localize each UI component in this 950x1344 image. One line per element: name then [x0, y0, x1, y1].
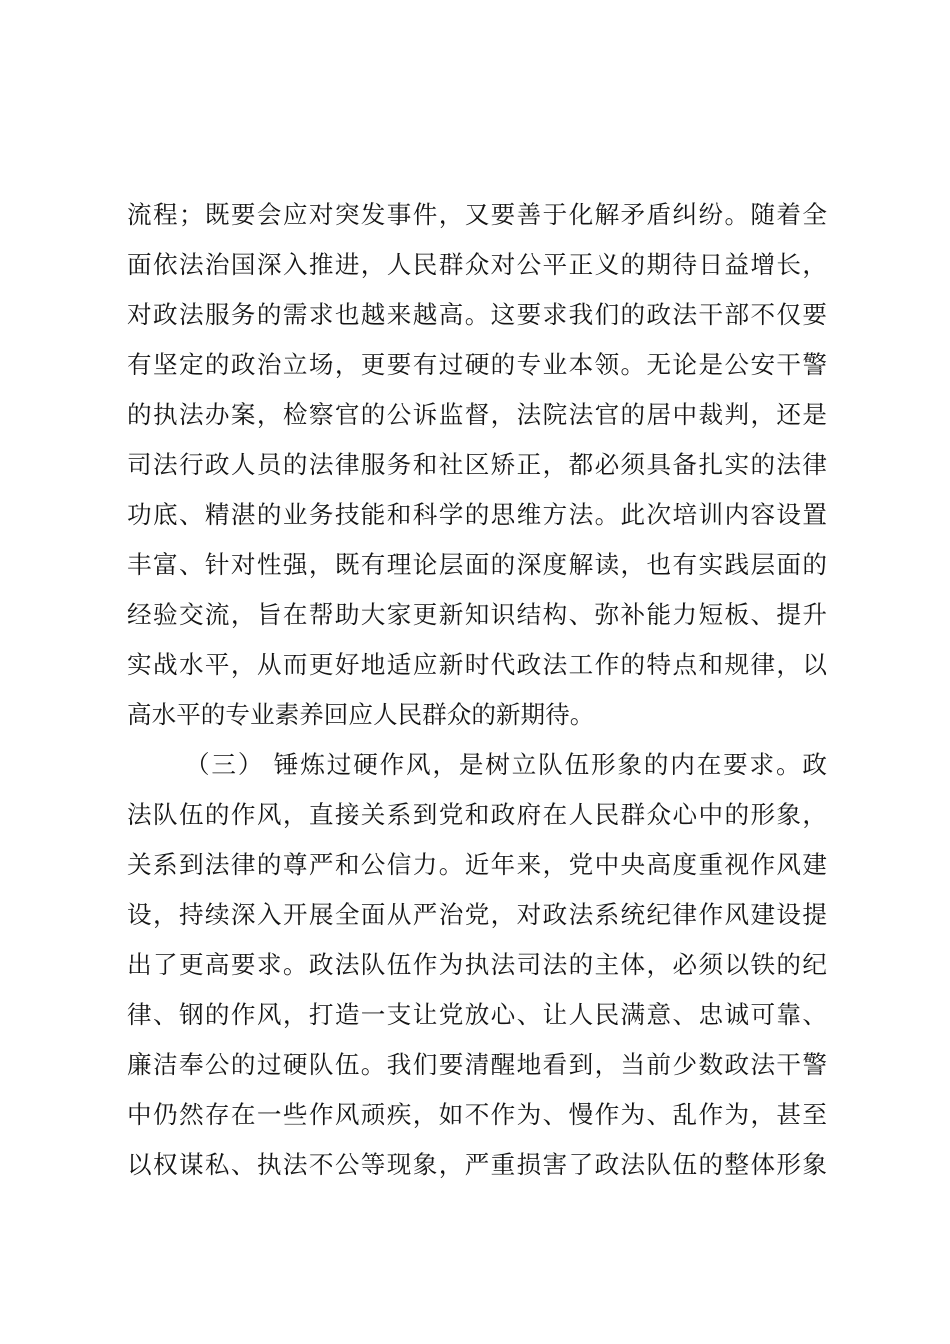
- text-line: 流程；既要会应对突发事件，又要善于化解矛盾纠纷。随着全: [127, 200, 827, 229]
- section-heading-line: （三） 锤炼过硬作风，是树立队伍形象的内在要求。政: [185, 750, 827, 779]
- paragraph-2: [127, 740, 827, 1190]
- text-line: 丰富、针对性强，既有理论层面的深度解读，也有实践层面的: [127, 550, 827, 579]
- text-line: 有坚定的政治立场，更要有过硬的专业本领。无论是公安干警: [127, 350, 827, 379]
- text-line: 对政法服务的需求也越来越高。这要求我们的政法干部不仅要: [127, 300, 827, 329]
- text-line: 设，持续深入开展全面从严治党，对政法系统纪律作风建设提: [127, 900, 827, 929]
- text-line: 律、钢的作风，打造一支让党放心、让人民满意、忠诚可靠、: [127, 1000, 827, 1029]
- document-body: [127, 190, 827, 1190]
- text-line: 司法行政人员的法律服务和社区矫正，都必须具备扎实的法律: [127, 450, 827, 479]
- text-line: 廉洁奉公的过硬队伍。我们要清醒地看到，当前少数政法干警: [127, 1050, 827, 1079]
- text-line: 的执法办案，检察官的公诉监督，法院法官的居中裁判，还是: [127, 400, 827, 429]
- text-line: 实战水平，从而更好地适应新时代政法工作的特点和规律，以: [127, 650, 827, 679]
- text-line: 经验交流，旨在帮助大家更新知识结构、弥补能力短板、提升: [127, 600, 827, 629]
- text-line: 功底、精湛的业务技能和科学的思维方法。此次培训内容设置: [127, 500, 827, 529]
- text-line: 面依法治国深入推进，人民群众对公平正义的期待日益增长，: [127, 250, 827, 279]
- text-line: 关系到法律的尊严和公信力。近年来，党中央高度重视作风建: [127, 850, 827, 879]
- text-line: 以权谋私、执法不公等现象，严重损害了政法队伍的整体形象: [127, 1150, 827, 1179]
- text-line: 中仍然存在一些作风顽疾，如不作为、慢作为、乱作为，甚至: [127, 1100, 827, 1129]
- text-line: 高水平的专业素养回应人民群众的新期待。: [127, 700, 595, 729]
- paragraph-1: [127, 190, 827, 740]
- text-line: 出了更高要求。政法队伍作为执法司法的主体，必须以铁的纪: [127, 950, 827, 979]
- text-line: 法队伍的作风，直接关系到党和政府在人民群众心中的形象，: [127, 800, 827, 829]
